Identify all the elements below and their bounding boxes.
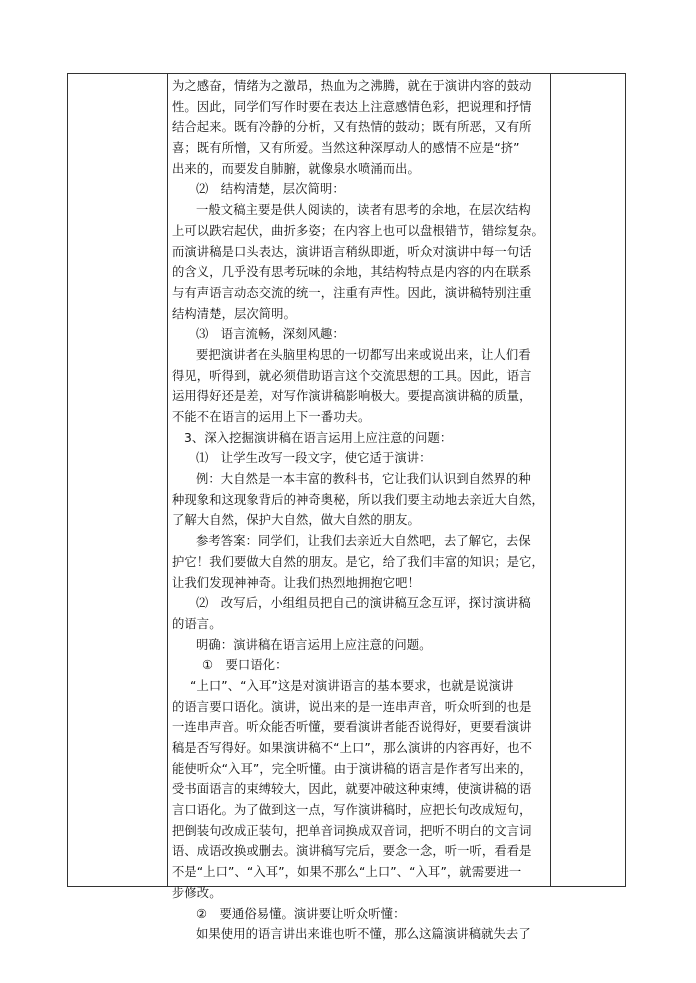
text-line: 让我们发现神神奇。让我们热烈地拥抱它吧！ bbox=[172, 575, 420, 590]
text-line: 运用得好还是差，对写作演讲稿影响极大。要提高演讲稿的质量， bbox=[172, 389, 532, 404]
section-heading: ⑵ 结构清楚，层次简明： bbox=[196, 182, 345, 197]
text-line: 的含义，几乎没有思考玩味的余地，其结构特点是内容的内在联系 bbox=[172, 265, 532, 280]
text-line: ⑵ 改写后，小组组员把自己的演讲稿互念互评，探讨演讲稿 bbox=[196, 596, 531, 611]
text-line: 与有声语言动态交流的统一，注重有声性。因此，演讲稿特别注重 bbox=[172, 285, 532, 300]
text-line: 护它！我们要做大自然的朋友。是它，给了我们丰富的知识；是它， bbox=[172, 554, 544, 569]
column-divider-left bbox=[167, 74, 168, 886]
text-line: 得见，听得到，就必须借助语言这个交流思想的工具。因此，语言 bbox=[172, 368, 532, 383]
section-heading: ① 要口语化： bbox=[202, 658, 288, 673]
text-line: 步修改。 bbox=[172, 885, 222, 900]
text-line: 要把演讲者在头脑里构思的一切都写出来或说出来，让人们看 bbox=[196, 347, 531, 362]
text-line: 一般文稿主要是供人阅读的，读者有思考的余地，在层次结构 bbox=[196, 203, 531, 218]
text-line: 明确：演讲稿在语言运用上应注意的问题。 bbox=[196, 637, 432, 652]
text-line: 上可以跌宕起伏，曲折多姿；在内容上也可以盘根错节，错综复杂。 bbox=[172, 223, 544, 238]
text-line: 例：大自然是一本丰富的教科书，它让我们认识到自然界的种 bbox=[196, 472, 531, 487]
lesson-content-cell bbox=[172, 76, 546, 945]
text-line: 结构清楚，层次简明。 bbox=[172, 306, 296, 321]
text-line: 不能不在语言的运用上下一番功夫。 bbox=[172, 410, 371, 424]
text-line: 而演讲稿是口头表达，演讲语言稍纵即逝，听众对演讲中每一句话 bbox=[172, 244, 532, 259]
text-line: 一连串声音。听众能否听懂，要看演讲者能否说得好，更要看演讲 bbox=[172, 720, 532, 735]
section-heading: ② 要通俗易懂。演讲要让听众听懂： bbox=[196, 906, 406, 921]
text-line: 的语言要口语化。演讲，说出来的是一连串声音，听众听到的也是 bbox=[172, 699, 532, 714]
text-line: 把倒装句改成正装句，把单音词换成双音词，把听不明白的文言词 bbox=[172, 823, 532, 838]
text-line: 参考答案：同学们，让我们去亲近大自然吧，去了解它，去保 bbox=[196, 534, 531, 549]
text-line: 出来的，而要发自肺腑，就像泉水喷涌而出。 bbox=[172, 161, 420, 176]
text-line: 种现象和这现象背后的神奇奥秘，所以我们要主动地去亲近大自然， bbox=[172, 492, 544, 507]
text-line: 稿是否写得好。如果演讲稿不“上口”，那么演讲的内容再好，也不 bbox=[172, 741, 533, 755]
text-line: 言口语化。为了做到这一点，写作演讲稿时，应把长句改成短句， bbox=[172, 803, 532, 818]
text-line: 喜；既有所憎，又有所爱。当然这种深厚动人的感情不应是“挤” bbox=[172, 141, 520, 156]
section-heading: 3、深入挖掘演讲稿在语言运用上应注意的问题： bbox=[184, 430, 453, 445]
text-line: 能使听众“入耳”，完全听懂。由于演讲稿的语言是作者写出来的， bbox=[172, 761, 533, 776]
text-line: 的语言。 bbox=[172, 616, 222, 631]
text-line: 如果使用的语言讲出来谁也听不懂，那么这篇演讲稿就失去了 bbox=[196, 927, 531, 942]
text-line: 结合起来。既有冷静的分析，又有热情的鼓动；既有所恶，又有所 bbox=[172, 120, 532, 135]
text-line: 受书面语言的束缚较大，因此，就要冲破这种束缚，使演讲稿的语 bbox=[172, 782, 532, 797]
text-line: 不是“上口”、“入耳”，如果不那么“上口”、“入耳”，就需要进一 bbox=[172, 865, 522, 880]
text-line: “上口”、“入耳”这是对演讲语言的基本要求，也就是说演讲 bbox=[190, 678, 514, 693]
text-line: 性。因此，同学们写作时要在表达上注意感情色彩，把说理和抒情 bbox=[172, 99, 532, 114]
section-heading: ⑴ 让学生改写一段文字，使它适于演讲： bbox=[196, 451, 432, 466]
text-line: 语、成语改换或删去。演讲稿写完后，要念一念，听一听，看看是 bbox=[172, 844, 532, 859]
text-line: 为之感奋，情绪为之激昂，热血为之沸腾，就在于演讲内容的鼓动 bbox=[172, 79, 532, 93]
column-divider-right bbox=[550, 74, 551, 886]
text-line: 了解大自然，保护大自然，做大自然的朋友。 bbox=[172, 513, 420, 528]
section-heading: ⑶ 语言流畅，深刻风趣： bbox=[196, 327, 345, 342]
lesson-plan-table bbox=[67, 73, 626, 942]
